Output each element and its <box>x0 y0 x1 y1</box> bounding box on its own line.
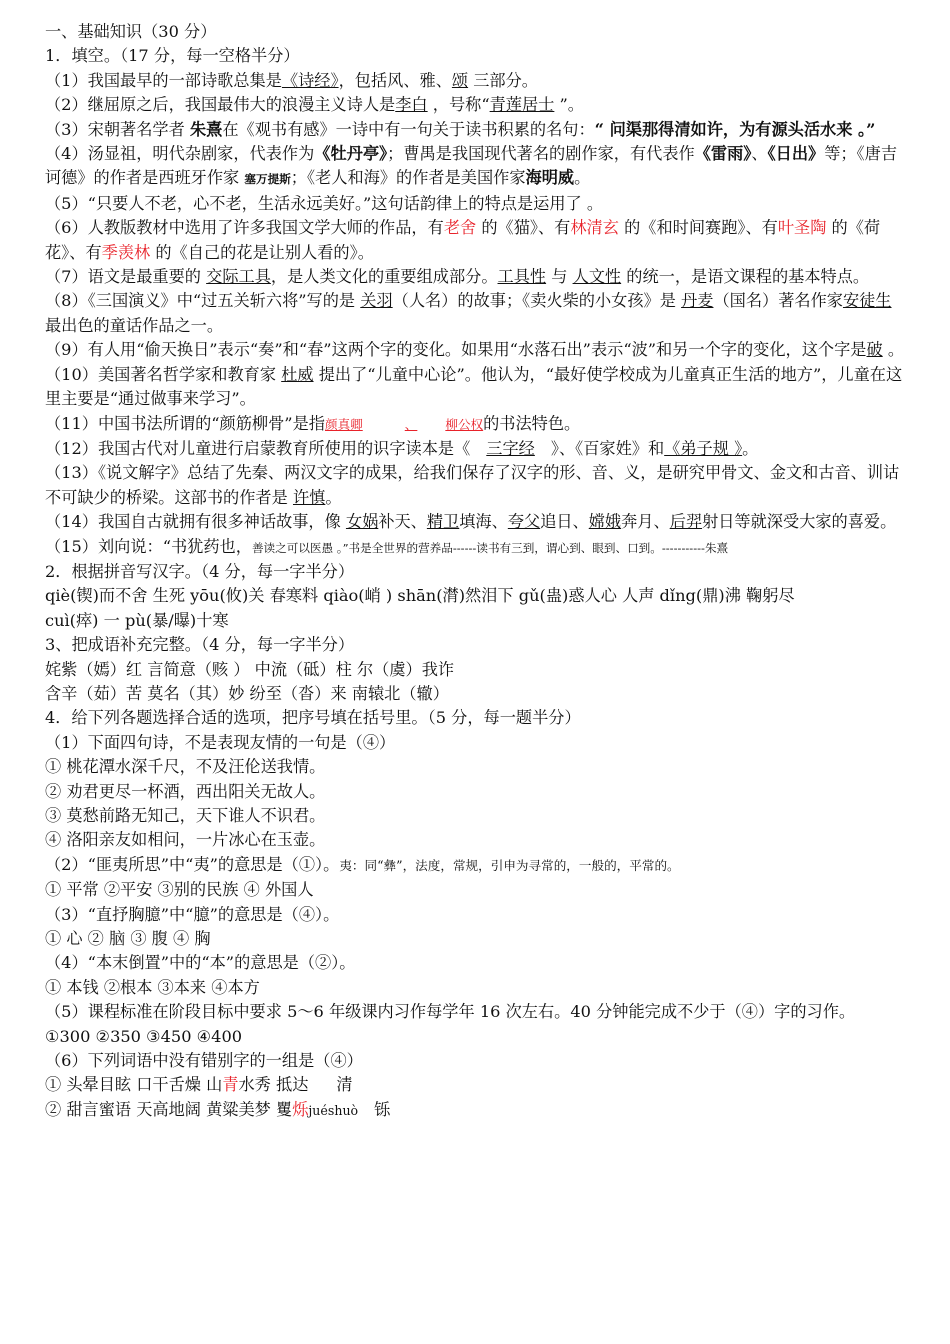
answer: 许慎 <box>292 487 326 507</box>
answer: 人文性 <box>572 267 622 287</box>
note: 夷：同“彝”，法度，常规，引申为寻常的，一般的，平常的。 <box>339 857 680 873</box>
q4-sub-6-option-2: ② 甜言蜜语 天高地阔 黄粱美梦 矍烁juéshuò 铄 <box>45 1099 391 1119</box>
answer: 丹麦 <box>681 291 714 311</box>
answer: 《牡丹亭》 <box>314 144 388 164</box>
answer: “ 问渠那得清如许，为有源头活水来 。” <box>594 119 876 139</box>
q1-item-6: （6）人教版教材中选用了许多我国文学大师的作品，有老舍 的《猫》、有林清玄 的《和时间赛跑》、有叶圣陶 的《荷花》、有季羡林 的《自己的花是让别人看的》。 <box>45 218 881 262</box>
answer: 朱熹 <box>189 119 223 139</box>
q1-item-8: （8）《三国演义》中“过五关斩六将”写的是 关羽（人名）的故事；《卖火柴的小女孩》是 丹麦（国名）著名作家安徒生最出色的童话作品之一。 <box>45 291 892 335</box>
answer: 海明威 <box>525 168 575 188</box>
section-heading: 一、基础知识（30 分） <box>45 22 217 41</box>
q1-item-9: （9）有人用“偷天换日”表示“奏”和“春”这两个字的变化。如果用“水落石出”表示“波”和另一个字的变化，这个字是破 。 <box>45 340 905 360</box>
q1-item-14: （14）我国自古就拥有很多神话故事，像 女娲补天、精卫填海、夸父追日、嫦娥奔月、后羿射日等就深受大家的喜爱。 <box>45 512 897 532</box>
answer: 三字经 <box>486 438 535 458</box>
answer: 柳公权 <box>445 416 484 432</box>
answer: 颂 <box>451 70 469 90</box>
q1-item-5: （5）“只要人不老，心不老，生活永远美好。”这句话韵律上的特点是运用了 。 <box>45 193 604 213</box>
answer: 颜真卿 <box>324 416 363 432</box>
q4-sub-6: （6）下列词语中没有错别字的一组是（④） <box>45 1051 363 1071</box>
answer: 女娲 <box>345 512 379 532</box>
answer: 安徒生 <box>842 291 892 311</box>
q1-item-11: （11）中国书法所谓的“颜筋柳骨”是指颜真卿 、 柳公权的书法特色。 <box>45 413 581 433</box>
q4-sub-4: （4）“本末倒置”中的“本”的意思是（②）。 <box>45 953 356 973</box>
answer: 杜威 <box>281 364 314 384</box>
answer: 老舍 <box>443 218 477 238</box>
q4-sub-1: （1）下面四句诗，不是表现友情的一句是（④） <box>45 732 396 752</box>
q4-sub-1-option-3: ③ 莫愁前路无知己，天下谁人不识君。 <box>45 806 326 825</box>
q1-item-1: （1）我国最早的一部诗歌总集是《诗经》，包括风、雅、颂 三部分。 <box>45 70 538 90</box>
answer: 《日出》 <box>767 144 825 164</box>
q1-item-13: （13）《说文解字》总结了先秦、两汉文字的成果，给我们保存了汉字的形、音、义，是研究甲骨文、金文和古音、训诂不可缺少的桥梁。这部书的作者是 许慎。 <box>45 463 900 507</box>
answer: 工具性 <box>497 267 547 287</box>
q1-item-2: （2）继屈原之后，我国最伟大的浪漫主义诗人是李白 ，号称“青莲居士 ”。 <box>45 95 584 115</box>
answer: 《弟子规 》 <box>664 438 743 458</box>
answer: 后羿 <box>669 512 703 532</box>
q1-item-7: （7）语文是最重要的 交际工具，是人类文化的重要组成部分。工具性 与 人文性 的统一，是语文课程的基本特点。 <box>45 267 870 287</box>
answer: 关羽 <box>360 291 393 311</box>
q1-item-4: （4）汤显祖，明代杂剧家，代表作为《牡丹亭》；曹禺是我国现代著名的剧作家，有代表作《雷雨》、《日出》等；《唐吉诃德》的作者是西班牙作家 塞万提斯；《老人和海》的作者是美国作家海明威。 <box>45 144 898 188</box>
pinyin: juéshuò <box>308 1102 359 1118</box>
q1-item-3: （3）宋朝著名学者 朱熹在《观书有感》一诗中有一句关于读书积累的名句：“ 问渠那得清如许，为有源头活水来 。” <box>45 119 876 139</box>
answer: 《雷雨》 <box>694 144 752 164</box>
q4-sub-1-option-4: ④ 洛阳亲友如相问，一片冰心在玉壶。 <box>45 830 326 850</box>
q1-item-15: （15）刘向说：“书犹药也，善读之可以医愚 。”书是全世界的营养品------读书有三到，谓心到、眼到、口到。-----------朱熹 <box>45 536 729 556</box>
answer: 李白 <box>395 95 428 115</box>
q2-line-1: qiè(锲)而不舍 生死 yōu(攸)关 春寒料 qiào(峭 ) shān(潸)然泪下 gǔ(蛊)惑人心 人声 dǐng(鼎)沸 鞠躬尽 <box>45 586 795 606</box>
q1-item-10: （10）美国著名哲学家和教育家 杜威 提出了“儿童中心论”。他认为，“最好使学校成为儿童真正生活的地方”，儿童在这里主要是“通过做事来学习”。 <box>45 364 903 409</box>
q4-sub-1-option-1: ① 桃花潭水深千尺，不及汪伦送我情。 <box>45 757 326 777</box>
answer: 《诗经》 <box>281 70 339 90</box>
q3-line-2: 含辛（茹）苦 莫名（其）妙 纷至（沓）来 南辕北（辙） <box>45 683 449 703</box>
q2-line-2: cuì(瘁) 一 pù(暴/曝)十寒 <box>45 610 229 630</box>
q4-sub-4-options: ① 本钱 ②根本 ③本来 ④本方 <box>45 977 260 997</box>
q3-title: 3、把成语补充完整。（4 分，每一字半分） <box>45 635 355 655</box>
q4-sub-2: （2）“匪夷所思”中“夷”的意思是（①）。夷：同“彝”，法度，常规，引申为寻常的，一般的，平常的。 <box>45 854 680 874</box>
answer: 破 <box>866 340 883 360</box>
q4-sub-5: （5）课程标准在阶段目标中要求 5～6 年级课内习作每学年 16 次左右。40 分钟能完成不少于（④）字的习作。 <box>45 1002 856 1022</box>
q4-title: 4．给下列各题选择合适的选项，把序号填在括号里。（5 分，每一题半分） <box>45 708 581 728</box>
q4-sub-3-options: ① 心 ② 脑 ③ 腹 ④ 胸 <box>45 929 211 949</box>
q1-item-12: （12）我国古代对儿童进行启蒙教育所使用的识字读本是《 三字经 》、《百家姓》和《弟子规 》。 <box>45 438 759 458</box>
answer: 嫦娥 <box>588 512 622 532</box>
q4-sub-3: （3）“直抒胸臆”中“臆”的意思是（④）。 <box>45 904 340 924</box>
q4-sub-5-options: ①300 ②350 ③450 ④400 <box>45 1026 243 1046</box>
q4-sub-2-options: ① 平常 ②平安 ③别的民族 ④ 外国人 <box>45 880 314 900</box>
q1-title: 1．填空。（17 分，每一空格半分） <box>45 46 300 66</box>
q2-title: 2．根据拼音写汉字。（4 分，每一字半分） <box>45 561 355 581</box>
q4-sub-1-option-2: ② 劝君更尽一杯酒，西出阳关无故人。 <box>45 781 326 801</box>
answer: 塞万提斯 <box>244 172 291 187</box>
answer: 叶圣陶 <box>777 218 827 238</box>
q4-sub-6-option-1: ① 头晕目眩 口干舌燥 山青水秀 抵达 清 <box>45 1075 353 1095</box>
answer: 季羡林 <box>101 242 151 262</box>
answer: 精卫 <box>426 512 460 532</box>
answer: 林清玄 <box>570 218 619 238</box>
q3-line-1: 姹紫（嫣）红 言简意（赅 ） 中流（砥）柱 尔（虞）我诈 <box>45 659 455 679</box>
answer: 夸父 <box>507 512 541 532</box>
answer: 青莲居士 <box>489 95 555 115</box>
answer: 交际工具 <box>206 267 271 287</box>
